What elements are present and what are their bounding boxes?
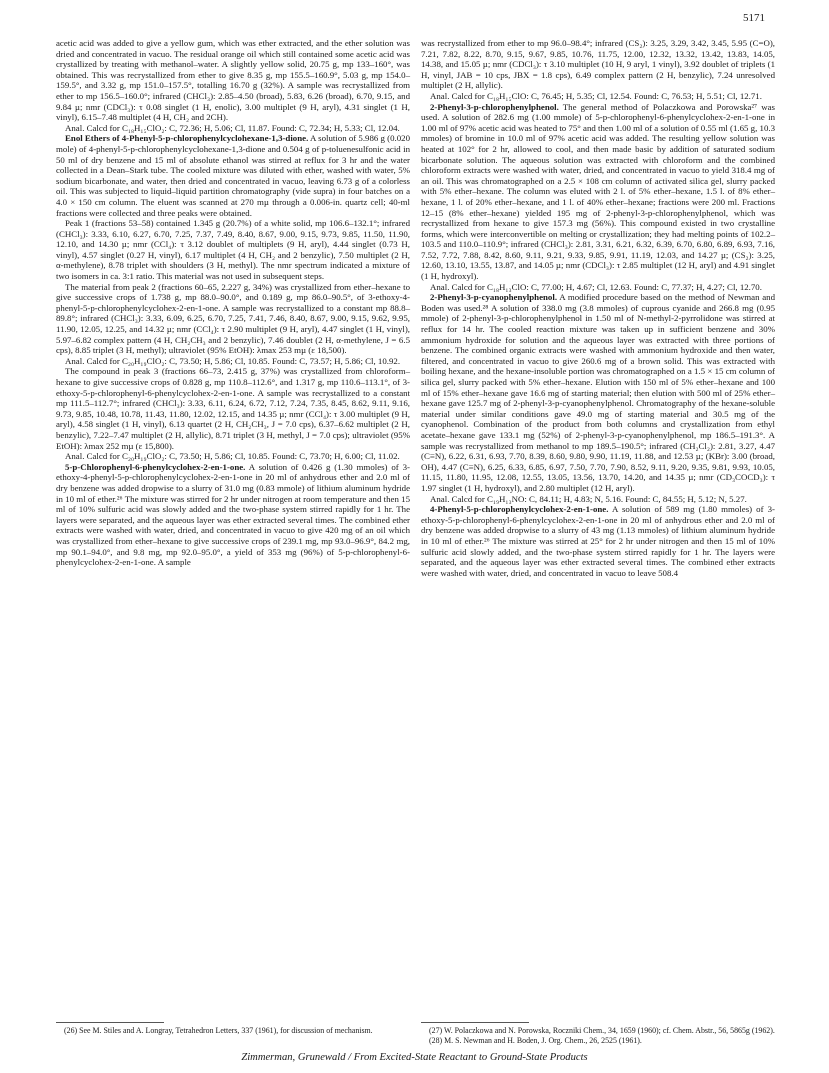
- section-paragraph: [421, 102, 775, 282]
- paragraph: Anal. Calcd for C₁₈H₁₃ClO: C, 77.00; H, 4.67; Cl, 12.63. Found: C, 77.37; H, 4.27; Cl, 12.70.: [430, 281, 762, 292]
- section-heading: 2-Phenyl-3-p-chlorophenylphenol.: [430, 101, 559, 112]
- paragraph: Anal. Calcd for C₂₀H₁₉ClO₂: C, 73.50; H, 5.86; Cl, 10.85. Found: C, 73.70; H, 6.00; Cl, 11.02.: [65, 451, 400, 462]
- paragraph-text: A modified procedure based on the method of Newman and Boden was used.²⁸ A solution of 338.0 mg (3.8 mmoles) of cuprous cyanide and 266.8 mg (0.95 mmole) of 2-phenyl-3-p-chlorophenylphenol in 1.50 ml of N-methyl-2-pyrrolidone was stirred at reflux for 14 hr. The cooled reaction mixture was taken up in sufficient benzene and 30% ammonium hydroxide for solution and the aqueous layer was extracted with three portions of benzene. The combined organic extracts were washed with ammonium hydroxide and then water, filtered, and concentrated in vacuo to give 260.6 mg of a brown solid. This was extracted with boiling hexane, and the hexane-insoluble portion was chromatographed on a 1.5 × 15 cm column of silica gel, slurry packed with 5% ether–hexane. Elution with 150 ml of 5% ether–hexane and 100 ml of 15% ether–hexane gave 16.6 mg of starting material; then elution with 500 ml of 25% ether–hexane gave 125.7 mg of 2-phenyl-3-p-cyanophenylphenol. Chromatography of the hexane-soluble material under similar conditions gave 49.0 mg of starting material and 30.5 mg of the cyanophenol. Combination of the product from both columns and crystallization from ethyl acetate–hexane gave 133.1 mg (52%) of 2-phenyl-3-p-cyanophenylphenol, mp 186.5–191.3°. A sample was recrystallized from methanol to mp 189.5–190.5°; infrared (CH₂Cl₂): 2.81, 3.27, 4.47 (C≡N), 6.22, 6.31, 6.93, 7.70, 8.39, 8.60, 9.80, 9.90, 11.19, 11.88, and 12.53 µ; (KBr): 3.00 (broad, OH), 4.47 (C≡N), 6.25, 6.33, 6.85, 6.97, 7.50, 7.70, 7.90, 8.52, 9.11, 9.20, 9.35, 9.81, 9.93, 10.05, 11.15, 11.80, 11.95, 12.08, 12.55, 13.05, 13.56, 13.70, 14.20, and 14.35 µ; nmr (CD₃COCD₃): τ 1.97 singlet (1 H, hydroxyl), and 2.80 multiplet (12 H, aryl).: [421, 292, 775, 493]
- paragraph: was recrystallized from ether to mp 96.0–98.4°; infrared (CS₂): 3.25, 3.29, 3.42, 3.45, 5.95 (C=O), 7.21, 7.82, 8.22, 8.70, 9.15, 9.67, 9.85, 10.76, 11.75, 12.00, 12.32, 13.32, 13.42, 13.83, 14.05, 14.38, and 15.05 µ; nmr (CDCl₃): τ 3.10 multiplet (10 H, 9 aryl, 1 vinyl), 3.92 doublet of triplets (1 H, vinyl, JAB = 10 cps, JBX = 1.8 cps), 6.49 complex pattern (2 H, benzylic), 7.24 unresolved multiplet (2 H, allylic).: [421, 38, 775, 91]
- left-column: [56, 38, 410, 568]
- paragraph: Anal. Calcd for C₁₈H₁₅ClO: C, 76.45; H, 5.35; Cl, 12.54. Found: C, 76.53; H, 5.51; Cl, 12.71.: [430, 90, 762, 101]
- footnotes-right: [421, 1026, 775, 1045]
- paragraph-text: The general method of Polaczkowa and Porowska²⁷ was used. A solution of 282.6 mg (1.00 mmole) of 5-p-chlorophenyl-6-phenylcyclohex-2-en-1-one in 1.00 ml of 97% acetic acid was heated to 75° and then 1.00 ml of a solution of 0.55 ml (1.65 g, 10.3 mmoles) of bromine in 10.0 ml of 97% acetic acid was added. The resulting yellow solution was heated at 102° for 2 hr, allowed to cool, and then made basic by addition of saturated sodium bicarbonate solution. The aqueous solution was extracted with chloroform and the combined chloroform extracts were washed with water, dried, and concentrated in vacuo to yield 318.4 mg of an oil. This was chromatographed on a 2.5 × 108 cm column of activated silica gel, slurry packed with 5% ether–hexane. The column was eluted with 2 l. of 5% ether–hexane, 1.5 l. of 8% ether–hexane, 1 l. of 20% ether–hexane, and 1 l. of 40% ether–hexane; fractions were 200 ml. Fractions 12–15 (8% ether–hexane) yielded 195 mg of 2-phenyl-3-p-chlorophenylphenol, which was recrystallized from hexane to give 157.3 mg (56%). This compound existed in two crystalline forms, which were interconvertible on melting or crystallization; they had melting points of 102.2–103.5 and 110.0–110.9°; infrared (CHCl₃): 2.81, 3.31, 6.21, 6.32, 6.39, 6.70, 6.80, 6.89, 6.93, 7.16, 7.52, 7.72, 7.88, 8.42, 8.60, 9.11, 9.21, 9.33, 9.85, 9.91, 11.19, 12.03, and 14.27 µ; (CS₂): 3.25, 12.60, 13.10, 13.55, 13.87, and 14.05 µ; nmr (CDCl₃): τ 2.85 multiplet (12 H, aryl) and 4.91 singlet (1 H, hydroxyl).: [421, 101, 775, 282]
- footnotes-left: [56, 1026, 410, 1036]
- paragraph: Peak 1 (fractions 53–58) contained 1.345 g (20.7%) of a white solid, mp 106.6–132.1°; infrared (CHCl₃): 3.33, 6.10, 6.27, 6.70, 7.25, 7.37, 7.49, 8.40, 8.67, 9.00, 9.15, 9.73, 9.85, 11.50, 11.90, 12.10, and 14.30 µ; nmr (CCl₄): τ 3.12 doublet of multiplets (9 H, aryl), 4.44 singlet (0.73 H, vinyl), 4.57 singlet (0.27 H, vinyl), 6.17 multiplet (4 H, CH₂ and 2 benzylic), 7.50 multiplet (2 H, α-methylene), 8.78 triplet with shoulders (3 H, methyl). The nmr spectrum indicated a mixture of two isomers in ca. 3:1 ratio. This material was not used in subsequent steps.: [56, 218, 410, 282]
- footnote-divider: [56, 1022, 164, 1023]
- footnote: (28) M. S. Newman and H. Boden, J. Org. Chem., 26, 2525 (1961).: [429, 1035, 642, 1045]
- section-paragraph: [56, 133, 410, 218]
- paragraph: The material from peak 2 (fractions 60–65, 2.227 g, 34%) was crystallized from ether–hexane to give successive crops of 1.738 g, mp 88.0–90.0°, and 0.189 g, mp 86.0–90.5°, of 3-ethoxy-4-phenyl-5-p-chlorophenylcyclohex-2-en-1-one. A sample was recrystallized to a constant mp 88.8–89.8°; infrared (CHCl₃): 3.33, 6.09, 6.25, 6.70, 7.25, 7.41, 7.46, 8.40, 8.67, 9.00, 9.15, 9.62, 9.95, 11.90, 12.05, 12.25, and 14.32 µ; nmr (CCl₄): τ 2.90 multiplet (9 H, aryl), 4.47 singlet (1 H, vinyl), 5.97–6.82 complex pattern (4 H, CH₂CH₃ and 2 benzylic), 7.46 doublet (2 H, α-methylene, J = 6.5 cps), 8.85 triplet (3 H, methyl); ultraviolet (95% EtOH): λmax 253 mµ (ε 18,500).: [56, 281, 410, 356]
- section-heading: 2-Phenyl-3-p-cyanophenylphenol.: [430, 292, 558, 303]
- footnote: (27) W. Polaczkowa and N. Porowska, Roczniki Chem., 34, 1659 (1960); cf. Chem. Abstr., 56, 5865g (1962).: [429, 1026, 775, 1035]
- paragraph-text: A solution of 5.986 g (0.020 mole) of 4-phenyl-5-p-chlorophenylcyclohexane-1,3-dione and 0.504 g of p-toluenesulfonic acid in 50 ml of dry benzene and 15 ml of absolute ethanol was stirred at reflux for 3 hr and the water collected in a Dean–Stark tube. The cooled mixture was diluted with ether, washed with water, 5% sodium bicarbonate, and water, then dried and concentrated in vacuo, leaving 6.73 g of a colorless oil. This was subjected to liquid–liquid partition chromatography (vide supra) in four batches on a 4.0 × 150 cm column. The eluent was scanned at 270 mµ through a 0.006-in. quartz cell; 40-ml fractions were collected and three peaks were obtained.: [56, 133, 411, 218]
- paragraph-text: A solution of 589 mg (1.80 mmoles) of 3-ethoxy-5-p-chlorophenyl-6-phenylcyclohex-2-en-1-one in 20 ml of anhydrous ether and 2.0 ml of dry benzene was added dropwise to a slurry of 43 mg (1.13 mmoles) of lithium aluminum hydride in 10 ml of ether.²⁶ The mixture was stirred at 25° for 2 hr under nitrogen and then 15 ml of 10% sulfuric acid slowly added, and the two-phase system stirred rapidly for 1 hr. The layers were separated, and the aqueous layer was ether extracted several times. The combined ether extracts were washed with water, dried, and concentrated in vacuo to leave 508.4: [421, 504, 775, 578]
- section-paragraph: [421, 504, 775, 578]
- footnote: (26) See M. Stiles and A. Longray, Tetrahedron Letters, 337 (1961), for discussion of mechanism.: [64, 1026, 373, 1035]
- footnote-divider: [421, 1022, 529, 1023]
- section-heading: 5-p-Chlorophenyl-6-phenylcyclohex-2-en-1-one.: [65, 461, 246, 472]
- section-paragraph: [421, 292, 775, 493]
- right-column: [421, 38, 775, 578]
- paragraph: Anal. Calcd for C₁₉H₁₃NO: C, 84.11; H, 4.83; N, 5.16. Found: C, 84.55; H, 5.12; N, 5.27.: [430, 493, 747, 504]
- paragraph-text: A solution of 0.426 g (1.30 mmoles) of 3-ethoxy-4-phenyl-5-p-chlorophenylcyclohex-2-en-1-one in 20 ml of anhydrous ether and 2.0 ml of dry benzene was added dropwise to a slurry of 31.0 mg (0.83 mmole) of lithium aluminum hydride in 10 ml of ether.²⁶ The mixture was stirred for 2 hr under nitrogen at room temperature and then 15 ml of 10% sulfuric acid was slowly added and the two-phase system stirred rapidly for 1 hr. The layers were separated, and the aqueous layer was ether extracted several times. The combined ether extracts were washed with water, dried, and concentrated in vacuo to give 420 mg of an oil which was crystallized from ether–hexane to give successive crops of 239.1 mg, mp 93.0–96.9°, 84.2 mg, mp 90.1–94.0°, and 9.8 mg, mp 92.0–95.0°, a yield of 353 mg (96%) of 5-p-chlorophenyl-6-phenylcyclohex-2-en-1-one. A sample: [56, 461, 410, 568]
- section-paragraph: [56, 462, 410, 568]
- page-number: 5171: [743, 12, 765, 24]
- paragraph: Anal. Calcd for C₂₀H₁₉ClO₂: C, 73.50; H, 5.86; Cl, 10.85. Found: C, 73.57; H, 5.86; Cl, 10.92.: [65, 355, 401, 366]
- paragraph: Anal. Calcd for C₁₈H₁₅ClO₂: C, 72.36; H, 5.06; Cl, 11.87. Found: C, 72.34; H, 5.33; Cl, 12.04.: [65, 122, 400, 133]
- paragraph: The compound in peak 3 (fractions 66–73, 2.415 g, 37%) was crystallized from chloroform–hexane to give successive crops of 0.828 g, mp 110.8–112.6°, and 1.317 g, mp 110.6–113.1°, of 3-ethoxy-5-p-chlorophenyl-6-phenylcyclohex-2-en-1-one. A sample was recrystallized to a constant mp 111.5–112.7°; infrared (CHCl₃): 3.33, 6.11, 6.24, 6.72, 7.12, 7.24, 7.35, 8.45, 8.62, 9.11, 9.16, 9.73, 9.85, 10.48, 10.78, 11.43, 11.80, 12.02, 12.15, and 14.35 µ; nmr (CCl₄): τ 3.00 multiplet (9 H, aryl), 4.58 singlet (1 H, vinyl), 6.13 quartet (2 H, CH₂CH₃, J = 7.0 cps), 6.37–6.62 multiplet (2 H, benzylic), 7.22–7.47 multiplet (2 H, allylic), 8.71 triplet (3 H, methyl, J = 7.0 cps); ultraviolet (95% EtOH): λmax 252 mµ (ε 15,800).: [56, 366, 410, 451]
- paragraph: acetic acid was added to give a yellow gum, which was ether extracted, and the ether solution was dried and concentrated in vacuo. The residual orange oil which still contained some acetic acid was crystallized by treating with methanol–water. A slightly yellow solid, 20.75 g, mp 133–160°, was obtained. This was recrystallized from ether to give 8.35 g, mp 155.5–160.9°, 5.03 g, mp 154.0–159.5°, and 3.32 g, mp 151.0–157.5°, totalling 16.70 g (32%). A sample was recrystallized from ether to mp 156.5–160.0°; infrared (CHCl₃): 2.85–4.50 (broad), 5.83, 6.26 (broad), 6.70, 9.15, and 9.84 µ; nmr (CDCl₃): τ 0.08 singlet (1 H, enolic), 3.00 multiplet (9 H, aryl), 4.31 singlet (1 H, vinyl), 6.15–7.48 multiplet (4 H, CH₂ and 2CH).: [56, 38, 410, 123]
- running-footer: Zimmerman, Grunewald / From Excited-State Reactant to Ground-State Products: [241, 1052, 588, 1063]
- section-heading: 4-Phenyl-5-p-chlorophenylcyclohex-2-en-1-one.: [430, 504, 609, 515]
- section-heading: Enol Ethers of 4-Phenyl-5-p-chlorophenylcyclohexane-1,3-dione.: [65, 133, 309, 144]
